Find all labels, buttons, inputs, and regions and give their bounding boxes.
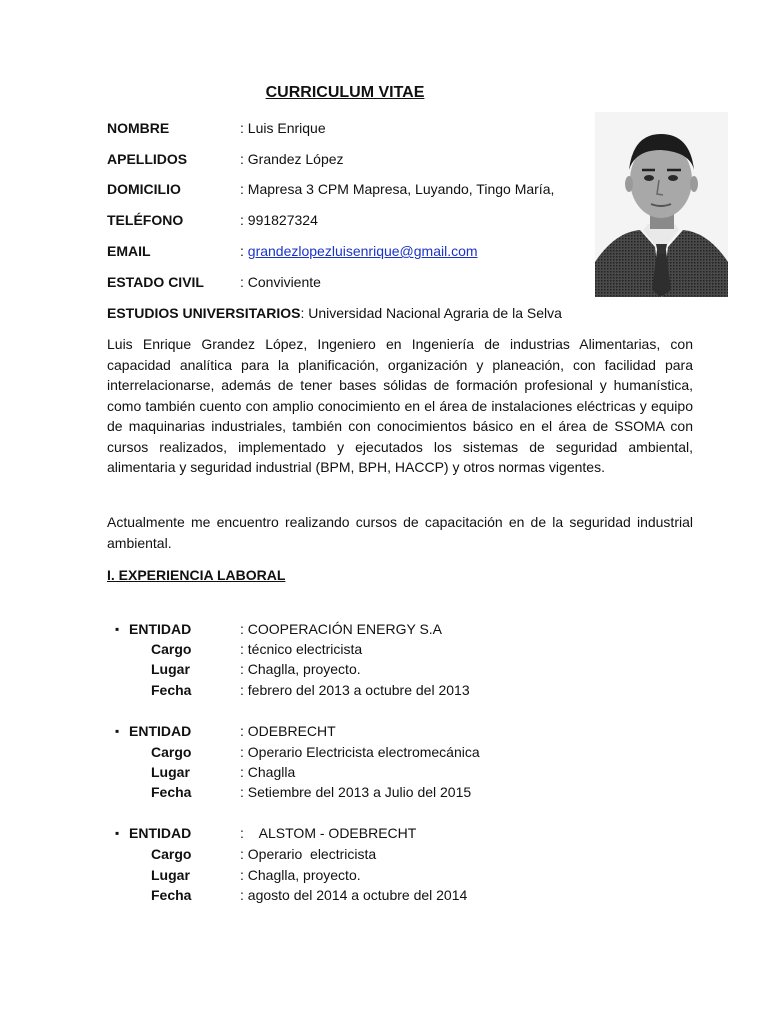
exp-entidad: : ODEBRECHT [240, 723, 336, 739]
studies-label: ESTUDIOS UNIVERSITARIOS [107, 305, 301, 321]
exp-label-entidad: ENTIDAD [129, 723, 192, 739]
label-telefono: TELÉFONO [107, 212, 184, 228]
label-domicilio: DOMICILIO [107, 181, 181, 197]
email-prefix: : [240, 243, 248, 259]
value-domicilio: : Mapresa 3 CPM Mapresa, Luyando, Tingo María, [240, 181, 555, 197]
exp-fecha: : febrero del 2013 a octubre del 2013 [240, 682, 470, 698]
current-activity-paragraph: Actualmente me encuentro realizando cursos de capacitación en de la seguridad industrial ambiental. [107, 514, 693, 551]
studies-value: : Universidad Nacional Agraria de la Selva [300, 305, 562, 321]
exp-label-fecha: Fecha [151, 887, 192, 903]
bullet-icon: ▪ [115, 724, 120, 738]
document-title: CURRICULUM VITAE [265, 84, 425, 101]
label-estado-civil: ESTADO CIVIL [107, 274, 204, 290]
exp-label-fecha: Fecha [151, 682, 192, 698]
exp-cargo: : Operario electricista [240, 846, 377, 862]
exp-label-cargo: Cargo [151, 641, 192, 657]
exp-label-lugar: Lugar [151, 764, 190, 780]
email-link[interactable]: grandezlopezluisenrique@gmail.com [247, 243, 478, 259]
profile-paragraph: Luis Enrique Grandez López, Ingeniero en Ingeniería de industrias Alimentarias, con capacidad analítica para la planificación, organización y planeación, con facilidad para interrelacionarse, además de tener bases sólidas de formación profesional y humanística, como también cuento con amplio conocimiento en el área de instalaciones eléctricas y equipo de maquinarias industriales, también con conocimientos básico en el área de SSOMA con cursos realizados, implementado y ejecutados los sistemas de seguridad ambiental, alimentaria y seguridad industrial (BPM, BPH, HACCP) y otros normas vigentes. [107, 336, 693, 475]
bullet-icon: ▪ [115, 622, 120, 636]
exp-lugar: : Chaglla [240, 764, 296, 780]
exp-entidad: : COOPERACIÓN ENERGY S.A [240, 621, 443, 637]
exp-label-entidad: ENTIDAD [129, 825, 192, 841]
label-email: EMAIL [107, 243, 151, 259]
value-telefono: : 991827324 [240, 212, 318, 228]
profile-photo [595, 112, 728, 297]
studies-row [107, 305, 562, 321]
value-estado-civil: : Conviviente [240, 274, 321, 290]
value-email-row [240, 243, 478, 259]
bullet-icon: ▪ [115, 826, 120, 840]
exp-fecha: : agosto del 2014 a octubre del 2014 [240, 887, 468, 903]
value-apellidos: : Grandez López [240, 151, 344, 167]
exp-lugar: : Chaglla, proyecto. [240, 661, 361, 677]
exp-fecha: : Setiembre del 2013 a Julio del 2015 [240, 784, 472, 800]
exp-label-entidad: ENTIDAD [129, 621, 192, 637]
label-apellidos: APELLIDOS [107, 151, 188, 167]
value-nombre: : Luis Enrique [240, 120, 326, 136]
exp-cargo: : Operario Electricista electromecánica [240, 744, 480, 760]
exp-entidad: : ALSTOM - ODEBRECHT [240, 825, 417, 841]
exp-lugar: : Chaglla, proyecto. [240, 867, 361, 883]
exp-label-lugar: Lugar [151, 661, 190, 677]
exp-label-cargo: Cargo [151, 744, 192, 760]
exp-cargo: : técnico electricista [240, 641, 363, 657]
exp-label-fecha: Fecha [151, 784, 192, 800]
exp-label-lugar: Lugar [151, 867, 190, 883]
exp-label-cargo: Cargo [151, 846, 192, 862]
experience-section-title: I. EXPERIENCIA LABORAL [107, 567, 286, 583]
label-nombre: NOMBRE [107, 120, 170, 136]
